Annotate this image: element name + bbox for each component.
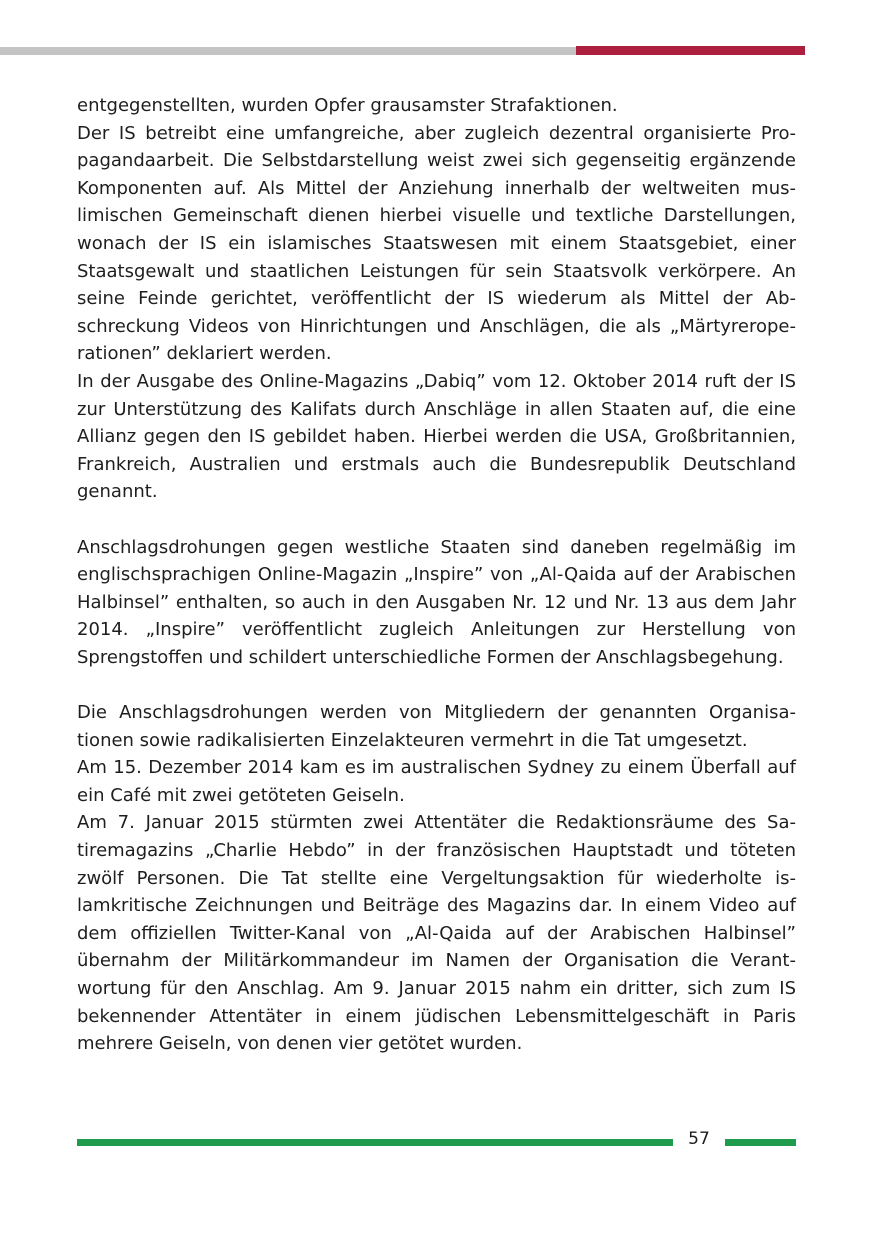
- top-rule-gray: [0, 47, 576, 55]
- paragraph: entgegenstellten, wurden Opfer grausamster Strafaktionen.: [77, 95, 618, 116]
- top-rule-red: [576, 46, 805, 55]
- paragraph: Anschlagsdrohungen gegen westliche Staaten sind daneben regelmäßig im englischsprachigen Online-Magazin „Inspire” von „Al-Qaida auf der Arabischen Halbinsel” enthalten, so auch in den Ausgaben Nr. 12 und Nr. 13 aus dem Jahr 2014. „Inspire” veröffentlicht zugleich Anleitungen zur Herstellung von Sprengstoffen und schildert unterschiedliche Formen der Anschlagsbegehung.: [77, 536, 796, 668]
- paragraph: In der Ausgabe des Online-Magazins „Dabiq” vom 12. Oktober 2014 ruft der IS zur Unterstützung des Kalifats durch Anschläge in allen Staaten auf, die eine Allianz gegen den IS gebildet haben. Hierbei werden die USA, Großbritannien, Frankreich, Australien und erstmals auch die Bundesrepublik Deutschland genannt.: [77, 370, 796, 503]
- footer-rule-right: [725, 1139, 796, 1146]
- paragraph: Am 15. Dezember 2014 kam es im australischen Sydney zu einem Überfall auf ein Café mit zwei getöteten Geiseln.: [77, 757, 796, 806]
- body-text: [77, 92, 796, 1058]
- paragraph: Die Anschlagsdrohungen werden von Mitgliedern der genannten Organisationen sowie radikalisierten Einzelakteuren vermehrt in die Tat umgesetzt.: [77, 702, 796, 751]
- page-number: 57: [688, 1129, 710, 1149]
- footer-rule-left: [77, 1139, 673, 1146]
- paragraph: Der IS betreibt eine umfangreiche, aber zugleich dezentral organisierte Propagandaarbeit. Die Selbstdarstellung weist zwei sich gegenseitig ergänzende Komponenten auf. Als Mittel der Anziehung innerhalb der weltweiten muslimischen Gemeinschaft dienen hierbei visuelle und textliche Darstellungen, wonach der IS ein islamisches Staatswesen mit einem Staatsgebiet, einer Staatsgewalt und staatlichen Leistungen für sein Staatsvolk verkörpere. An seine Feinde gerichtet, veröffentlicht der IS wiederum als Mittel der Abschreckung Videos von Hinrichtungen und Anschlägen, die als „Märtyreroperationen” deklariert werden.: [77, 122, 796, 365]
- paragraph: Am 7. Januar 2015 stürmten zwei Attentäter die Redaktionsräume des Satiremagazins „Charlie Hebdo” in der französischen Hauptstadt und töteten zwölf Personen. Die Tat stellte eine Vergeltungsaktion für wiederholte islamkritische Zeichnungen und Beiträge des Magazins dar. In einem Video auf dem offiziellen Twitter-Kanal von „Al-Qaida auf der Arabischen Halbinsel” übernahm der Militärkommandeur im Namen der Organisation die Verantwortung für den Anschlag. Am 9. Januar 2015 nahm ein dritter, sich zum IS bekennender Attentäter in einem jüdischen Lebensmittelgeschäft in Paris mehrere Geiseln, von denen vier getötet wurden.: [77, 812, 796, 1055]
